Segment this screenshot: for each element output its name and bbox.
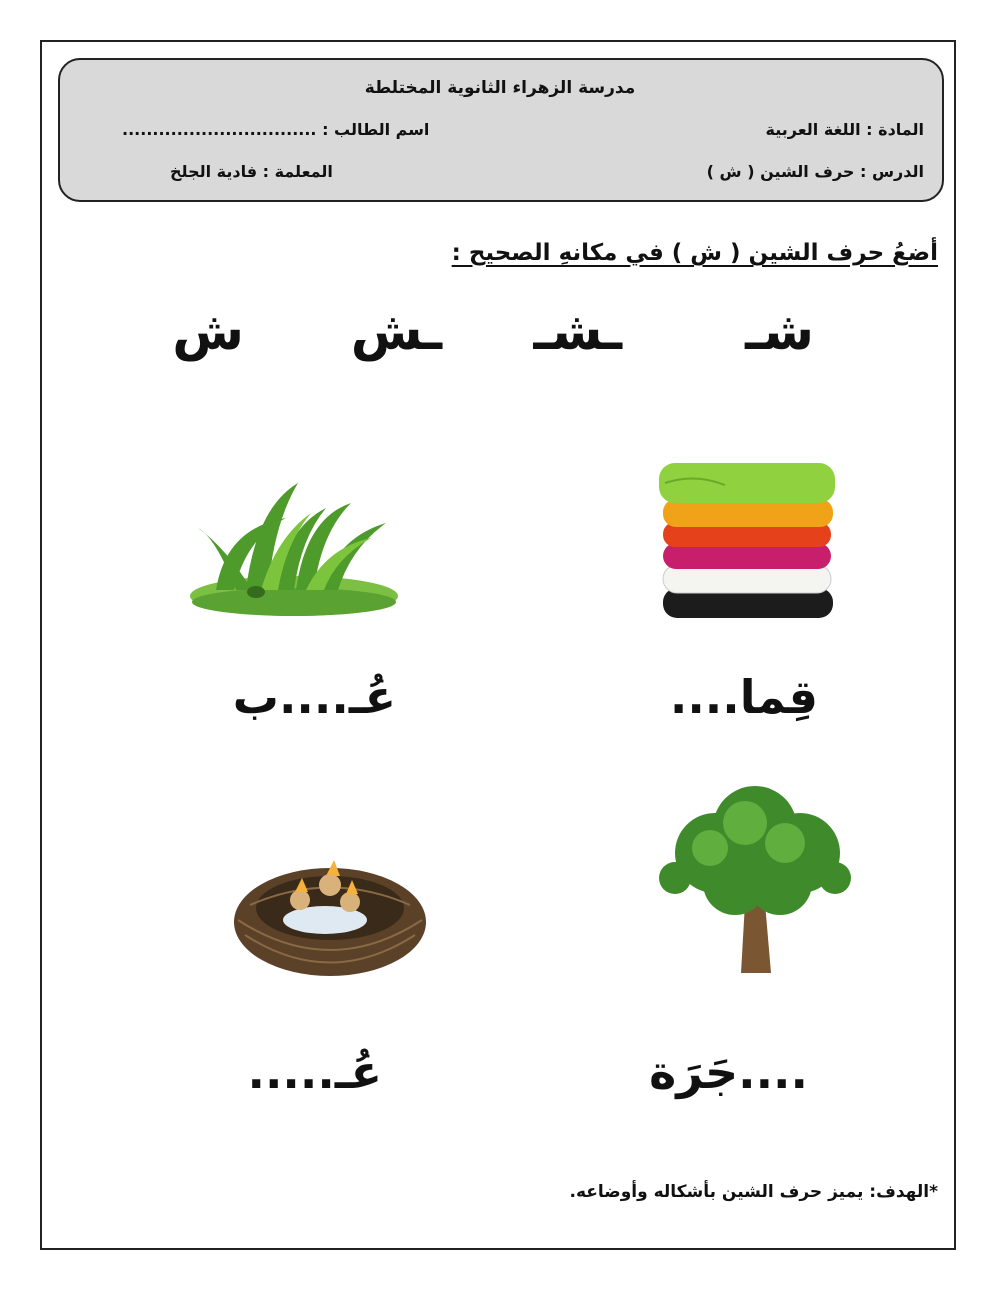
- letter-form-medial: ـشـ: [533, 302, 622, 362]
- word-grass: عُـ....ب: [232, 670, 396, 724]
- lesson-goal: *الهدف: يميز حرف الشين بأشكاله وأوضاعه.: [569, 1182, 938, 1202]
- word-tree: ....جَرَة: [649, 1045, 808, 1099]
- letter-form-initial: شـ: [745, 302, 814, 362]
- subject-label: المادة : اللغة العربية: [765, 120, 924, 139]
- letter-form-isolated: ش: [172, 302, 244, 362]
- tree-image: [655, 783, 855, 983]
- bird-nest-image: [230, 850, 430, 990]
- grass-image: [186, 478, 408, 626]
- fabric-stack-image: [655, 455, 840, 625]
- school-name: مدرسة الزهراء الثانوية المختلطة: [364, 78, 636, 98]
- letter-form-final: ـش: [350, 302, 442, 362]
- student-name-field[interactable]: اسم الطالب : ................................: [122, 120, 430, 139]
- worksheet-border: [40, 40, 956, 1250]
- word-fabric: قِما....: [669, 670, 818, 724]
- word-nest: عُـ.....: [247, 1045, 382, 1099]
- teacher-label: المعلمة : فادية الجلخ: [170, 162, 333, 181]
- instruction-text: أضعُ حرف الشين ( ش ) في مكانهِ الصحيح :: [451, 240, 938, 266]
- lesson-label: الدرس : حرف الشين ( ش ): [706, 162, 924, 181]
